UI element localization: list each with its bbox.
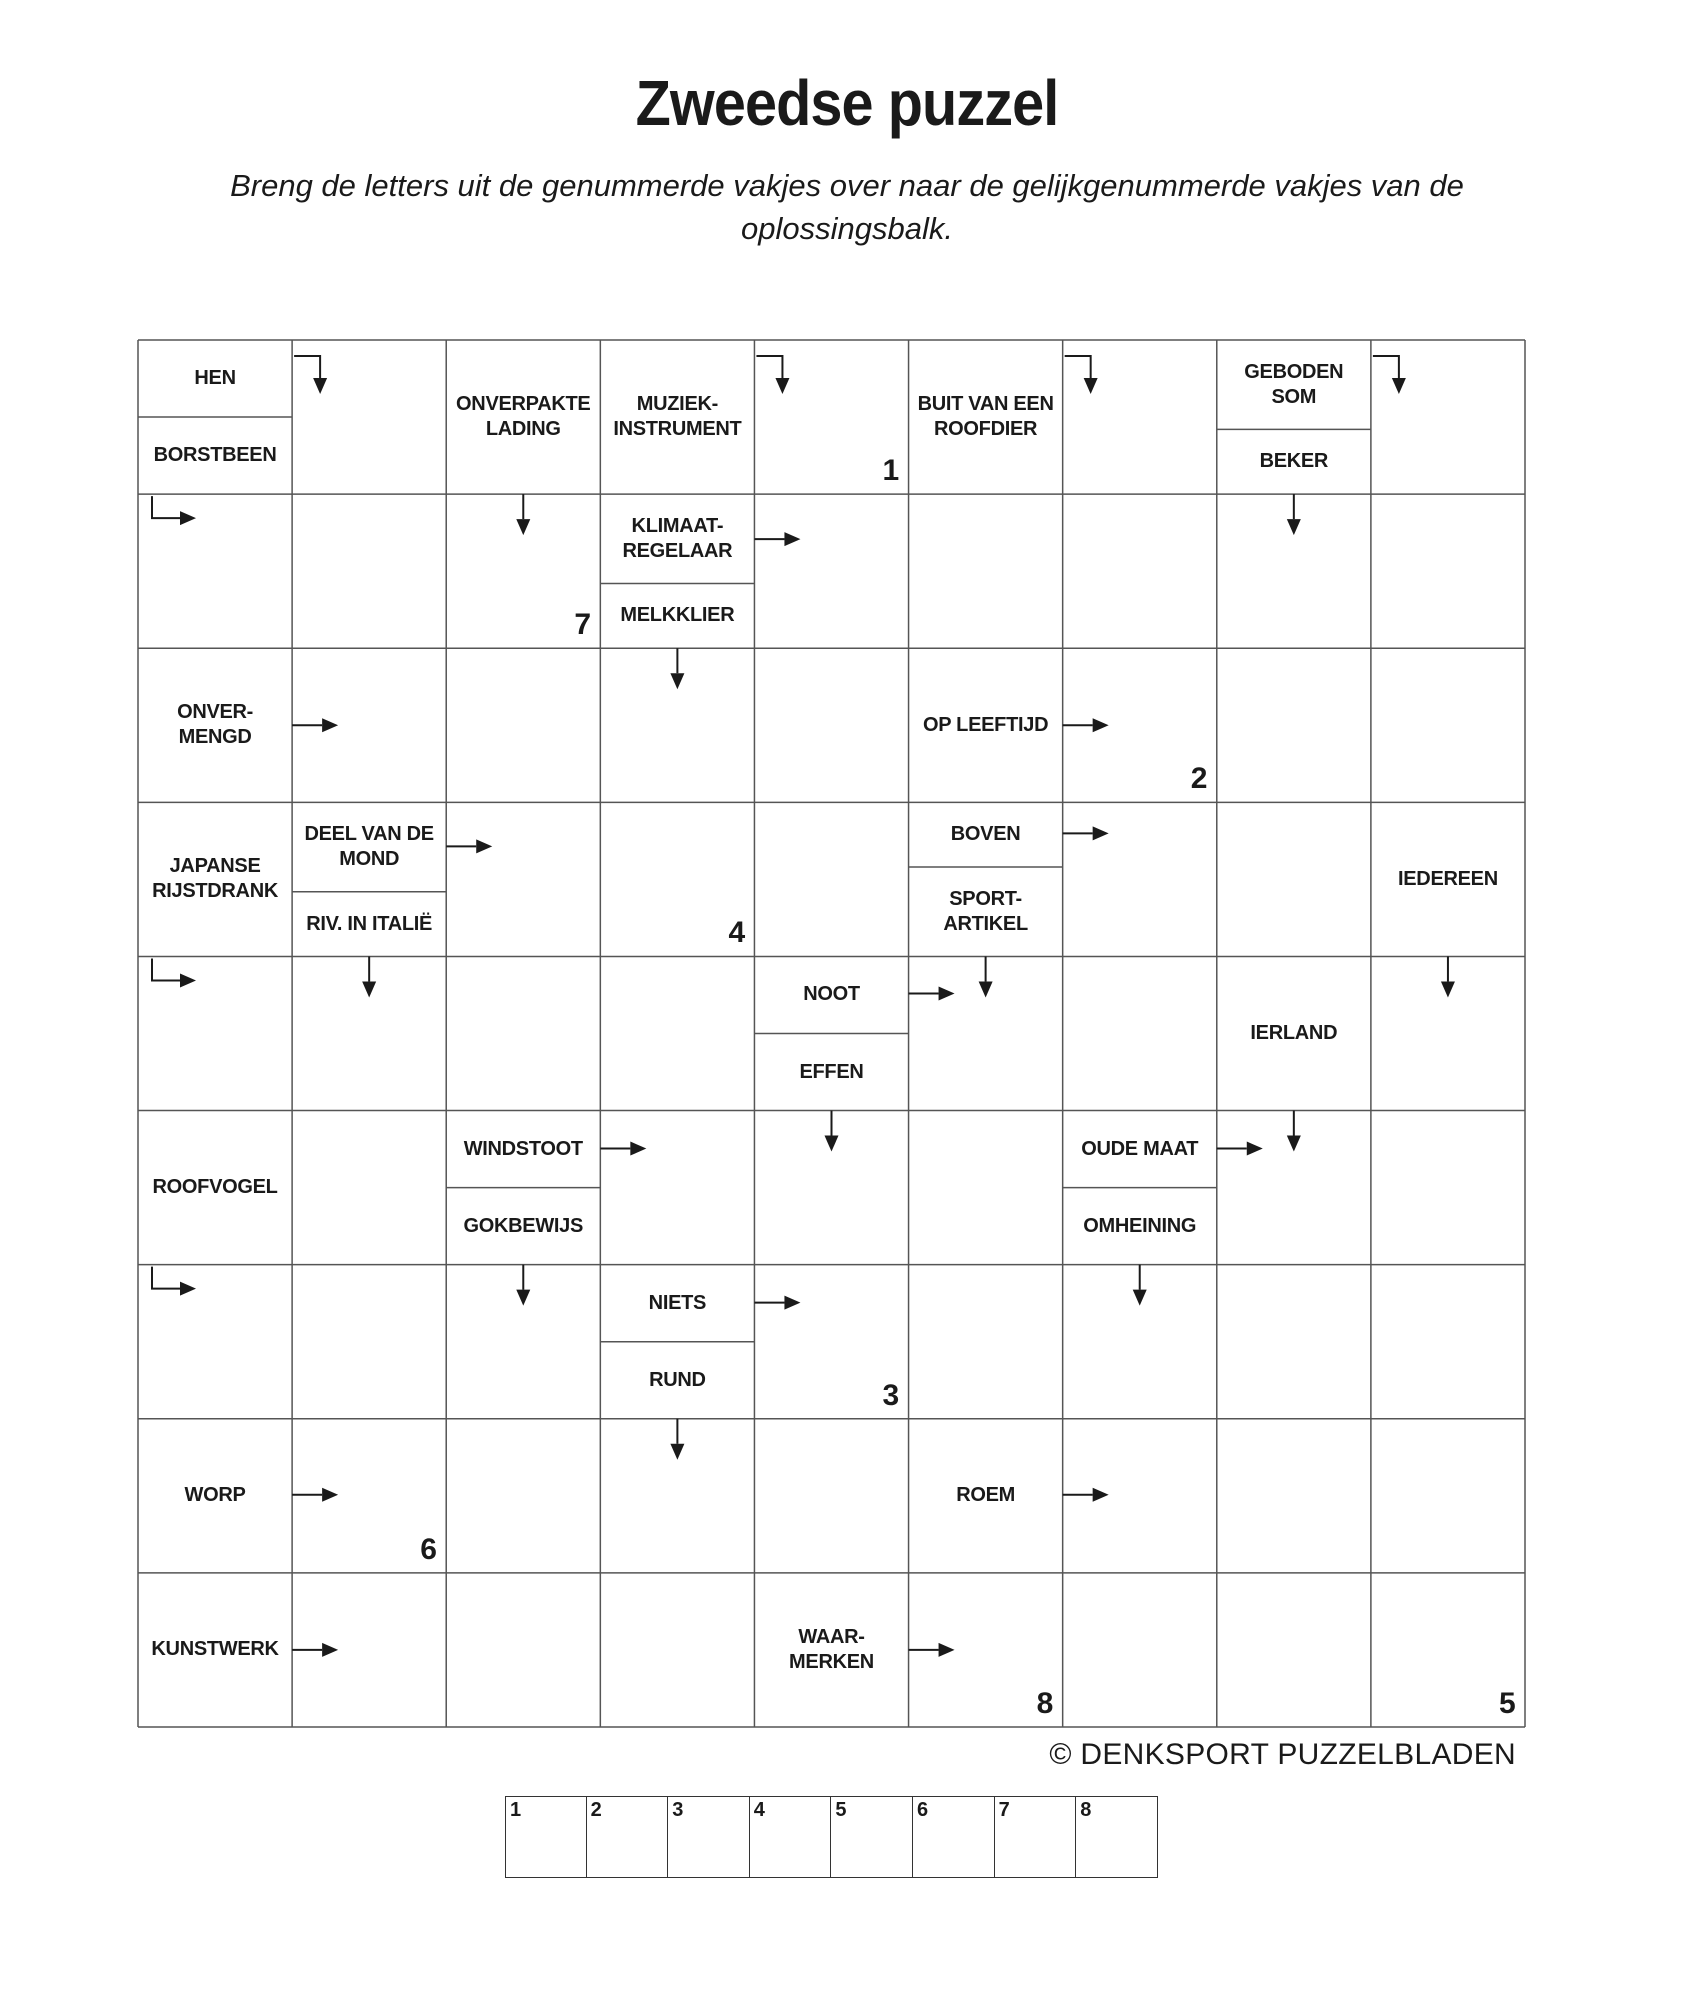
- arrowhead: [322, 718, 338, 732]
- solution-cell[interactable]: [587, 1796, 669, 1878]
- clue-full: IERLAND: [1250, 1021, 1338, 1044]
- clue-full: IEDEREEN: [1398, 867, 1498, 890]
- cell-number: 7: [574, 608, 592, 642]
- clue-bottom: MELKKLIER: [620, 604, 735, 627]
- clue-full: WORP: [184, 1484, 246, 1507]
- crossword-grid: [138, 340, 1525, 1727]
- arrowhead: [939, 1643, 955, 1657]
- solution-cell[interactable]: [750, 1796, 832, 1878]
- clue-full: JAPANSE RIJSTDRANK: [152, 855, 278, 903]
- clue-top: DEEL VAN DE MOND: [304, 823, 434, 871]
- solution-cell-number: 3: [672, 1799, 684, 1821]
- cell-number: 4: [728, 916, 746, 950]
- arrowhead: [1441, 981, 1455, 997]
- clue-bottom: BEKER: [1259, 450, 1329, 473]
- clue-full: ONVERPAKTE LADING: [456, 393, 591, 441]
- solution-cell-number: 1: [510, 1799, 522, 1821]
- solution-cell-number: 7: [998, 1799, 1010, 1821]
- arrowhead: [516, 519, 530, 535]
- clue-top: BOVEN: [950, 823, 1021, 846]
- arrowhead: [784, 532, 800, 546]
- solution-cell[interactable]: [831, 1796, 913, 1878]
- page-title: Zweedse puzzel: [635, 67, 1059, 139]
- arrowhead: [1093, 718, 1109, 732]
- clue-bottom: OMHEINING: [1083, 1214, 1197, 1237]
- arrowhead: [825, 1136, 839, 1152]
- corner-arrow-down-icon: [294, 356, 320, 378]
- cell-number: 5: [1499, 1687, 1516, 1720]
- arrowhead: [775, 378, 789, 394]
- clue-top: GEBODEN SOM: [1244, 360, 1344, 408]
- arrowhead: [1093, 1488, 1109, 1502]
- arrowhead: [476, 839, 492, 853]
- clue-top: NOOT: [803, 983, 860, 1006]
- arrowhead: [1093, 826, 1109, 840]
- corner-arrow-down-icon: [1065, 356, 1091, 378]
- arrowhead: [362, 981, 376, 997]
- arrowhead: [180, 1282, 196, 1296]
- cell-number: 6: [420, 1532, 437, 1566]
- solution-cell[interactable]: [668, 1796, 750, 1878]
- arrowhead: [313, 378, 327, 394]
- arrowhead: [322, 1643, 338, 1657]
- arrowhead: [322, 1488, 338, 1502]
- clue-top: NIETS: [648, 1291, 707, 1314]
- solution-cell-number: 8: [1080, 1799, 1092, 1821]
- clue-full: BUIT VAN EEN ROOFDIER: [917, 393, 1054, 441]
- solution-cell-number: 4: [753, 1799, 765, 1821]
- solution-cell[interactable]: [913, 1796, 995, 1878]
- cell-number: 3: [882, 1378, 900, 1412]
- instructions: Breng de letters uit de genummerde vakjes over naar de gelijkgenummerde vakjes van de oplossingsbalk.: [230, 168, 1464, 246]
- arrowhead: [1133, 1290, 1147, 1306]
- clue-full: KUNSTWERK: [151, 1638, 279, 1661]
- clue-bottom: RUND: [649, 1368, 706, 1391]
- arrowhead: [180, 511, 196, 525]
- copyright-notice: © DENKSPORT PUZZELBLADEN: [1049, 1738, 1516, 1771]
- clue-full: MUZIEK-INSTRUMENT: [613, 393, 742, 441]
- clue-top: HEN: [194, 367, 236, 390]
- clue-bottom: BORSTBEEN: [153, 444, 277, 467]
- arrowhead: [1084, 378, 1098, 394]
- solution-cell-number: 2: [590, 1799, 602, 1821]
- corner-arrow-down-icon: [1373, 356, 1399, 378]
- arrowhead: [1287, 519, 1301, 535]
- corner-arrow-right-icon: [152, 958, 180, 980]
- clue-bottom: RIV. IN ITALIË: [306, 912, 433, 935]
- arrowhead: [630, 1142, 646, 1156]
- arrowhead: [670, 673, 684, 689]
- arrowhead: [180, 973, 196, 987]
- solution-cell[interactable]: [995, 1796, 1077, 1878]
- arrowhead: [784, 1296, 800, 1310]
- arrowhead: [1247, 1142, 1263, 1156]
- corner-arrow-down-icon: [756, 356, 782, 378]
- corner-arrow-right-icon: [152, 496, 180, 518]
- arrowhead: [670, 1444, 684, 1460]
- cell-number: 2: [1190, 762, 1208, 796]
- arrowhead: [1392, 378, 1406, 394]
- solution-cell-number: 6: [917, 1799, 929, 1821]
- arrowhead: [979, 981, 993, 997]
- corner-arrow-right-icon: [152, 1267, 180, 1289]
- clue-full: WAAR-MERKEN: [789, 1625, 874, 1673]
- cell-number: 8: [1036, 1687, 1054, 1720]
- solution-cell[interactable]: [1076, 1796, 1158, 1878]
- clue-full: ROEM: [956, 1484, 1015, 1507]
- clue-top: KLIMAAT-REGELAAR: [622, 514, 733, 562]
- clue-bottom: EFFEN: [799, 1060, 864, 1083]
- arrowhead: [939, 986, 955, 1000]
- clue-full: ROOFVOGEL: [152, 1176, 278, 1199]
- clue-top: WINDSTOOT: [463, 1137, 583, 1160]
- solution-cell[interactable]: [505, 1796, 587, 1878]
- clue-full: OP LEEFTIJD: [922, 713, 1049, 736]
- solution-cell-number: 5: [835, 1799, 847, 1821]
- cell-number: 1: [882, 454, 900, 488]
- clue-bottom: GOKBEWIJS: [463, 1214, 584, 1237]
- arrowhead: [516, 1290, 530, 1306]
- arrowhead: [1287, 1136, 1301, 1152]
- clue-bottom: SPORT-ARTIKEL: [943, 887, 1028, 935]
- clue-full: ONVER-MENGD: [177, 701, 254, 749]
- clue-top: OUDE MAAT: [1081, 1137, 1199, 1160]
- solution-bar: [505, 1796, 1158, 1878]
